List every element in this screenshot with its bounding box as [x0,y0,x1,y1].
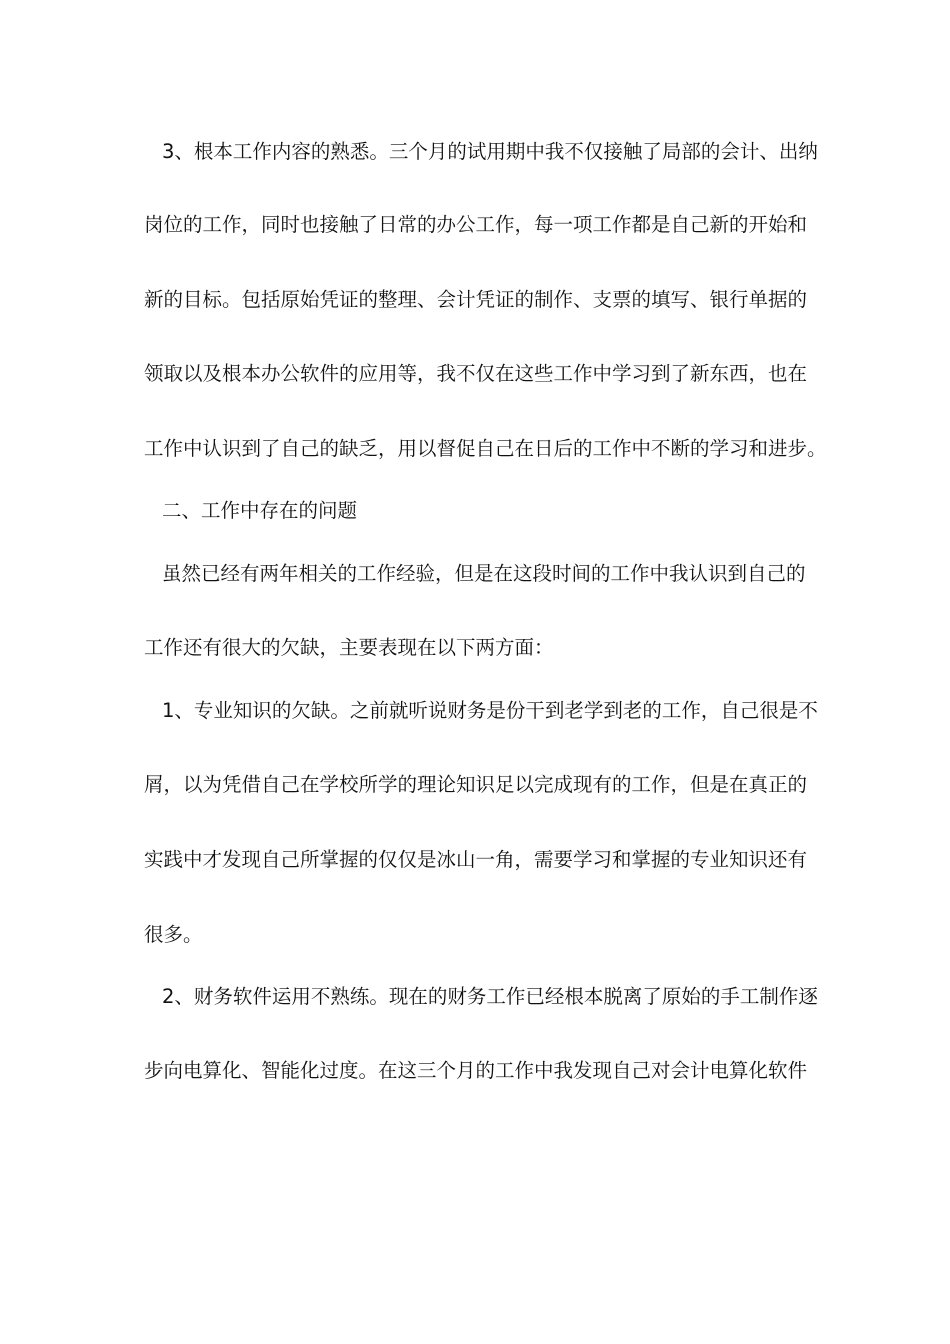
paragraph-line: 实践中才发现自己所掌握的仅仅是冰山一角，需要学习和掌握的专业知识还有 [144,848,808,871]
paragraph-line: 2、财务软件运用不熟练。现在的财务工作已经根本脱离了原始的手工制作逐 [162,985,818,1008]
paragraph-line: 领取以及根本办公软件的应用等，我不仅在这些工作中学习到了新东西，也在 [144,362,808,385]
paragraph-line: 屑，以为凭借自己在学校所学的理论知识足以完成现有的工作，但是在真正的 [144,773,808,796]
paragraph-line: 岗位的工作，同时也接触了日常的办公工作，每一项工作都是自己新的开始和 [144,213,808,236]
paragraph-line: 工作还有很大的欠缺，主要表现在以下两方面： [144,636,554,659]
paragraph-line: 很多。 [144,923,203,946]
section-heading: 二、工作中存在的问题 [162,499,358,522]
paragraph-line: 虽然已经有两年相关的工作经验，但是在这段时间的工作中我认识到自己的 [162,562,806,585]
paragraph-line: 3、根本工作内容的熟悉。三个月的试用期中我不仅接触了局部的会计、出纳 [162,140,818,163]
paragraph-line: 步向电算化、智能化过度。在这三个月的工作中我发现自己对会计电算化软件 [144,1059,808,1082]
paragraph-line: 新的目标。包括原始凭证的整理、会计凭证的制作、支票的填写、银行单据的 [144,288,808,311]
paragraph-line: 1、专业知识的欠缺。之前就听说财务是份干到老学到老的工作，自己很是不 [162,699,818,722]
paragraph-line: 工作中认识到了自己的缺乏，用以督促自己在日后的工作中不断的学习和进步。 [144,437,827,460]
